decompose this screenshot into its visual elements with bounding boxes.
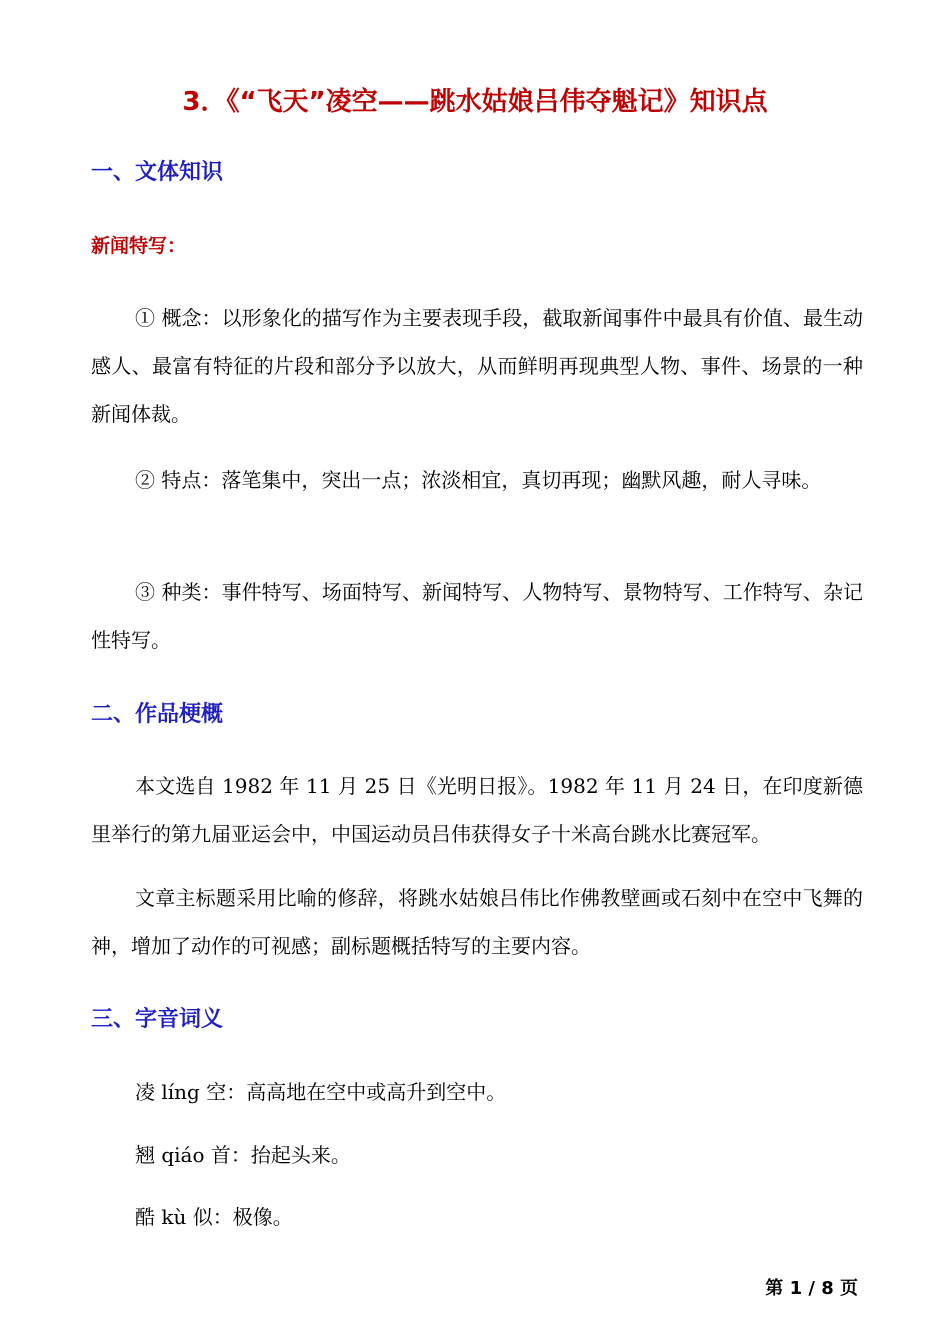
page-title: 3．《“飞天”凌空——跳水姑娘吕伟夺魁记》知识点 — [182, 87, 768, 117]
section-heading-genre: 一、文体知识 — [91, 160, 224, 185]
page-number: 第 1 / 8 页 — [765, 1278, 858, 1299]
vocab-item: 凌 líng 空：高高地在空中或高升到空中。 — [135, 1080, 507, 1104]
subheading-news-feature: 新闻特写： — [91, 235, 187, 257]
vocab-item: 酷 kù 似：极像。 — [135, 1205, 293, 1229]
paragraph-source: 本文选自 1982 年 11 月 25 日《光明日报》。1982 年 11 月 24 日，在印度新德里举行的第九届亚运会中，中国运动员吕伟获得女子十米高台跳水比赛冠军。 — [91, 774, 863, 846]
paragraph-concept: ① 概念：以形象化的描写作为主要表现手段，截取新闻事件中最具有价值、最生动感人、最富有特征的片段和部分予以放大，从而鲜明再现典型人物、事件、场景的一种新闻体裁。 — [91, 306, 863, 426]
section-heading-summary: 二、作品梗概 — [91, 702, 224, 727]
paragraph-title-analysis: 文章主标题采用比喻的修辞，将跳水姑娘吕伟比作佛教壁画或石刻中在空中飞舞的神，增加了动作的可视感；副标题概括特写的主要内容。 — [91, 886, 863, 958]
paragraph-features: ② 特点：落笔集中，突出一点；浓淡相宜，真切再现；幽默风趣，耐人寻味。 — [135, 468, 822, 492]
vocab-item: 翘 qiáo 首：抬起头来。 — [135, 1143, 351, 1167]
section-heading-vocabulary: 三、字音词义 — [91, 1007, 224, 1032]
paragraph-types: ③ 种类：事件特写、场面特写、新闻特写、人物特写、景物特写、工作特写、杂记性特写。 — [91, 580, 863, 652]
